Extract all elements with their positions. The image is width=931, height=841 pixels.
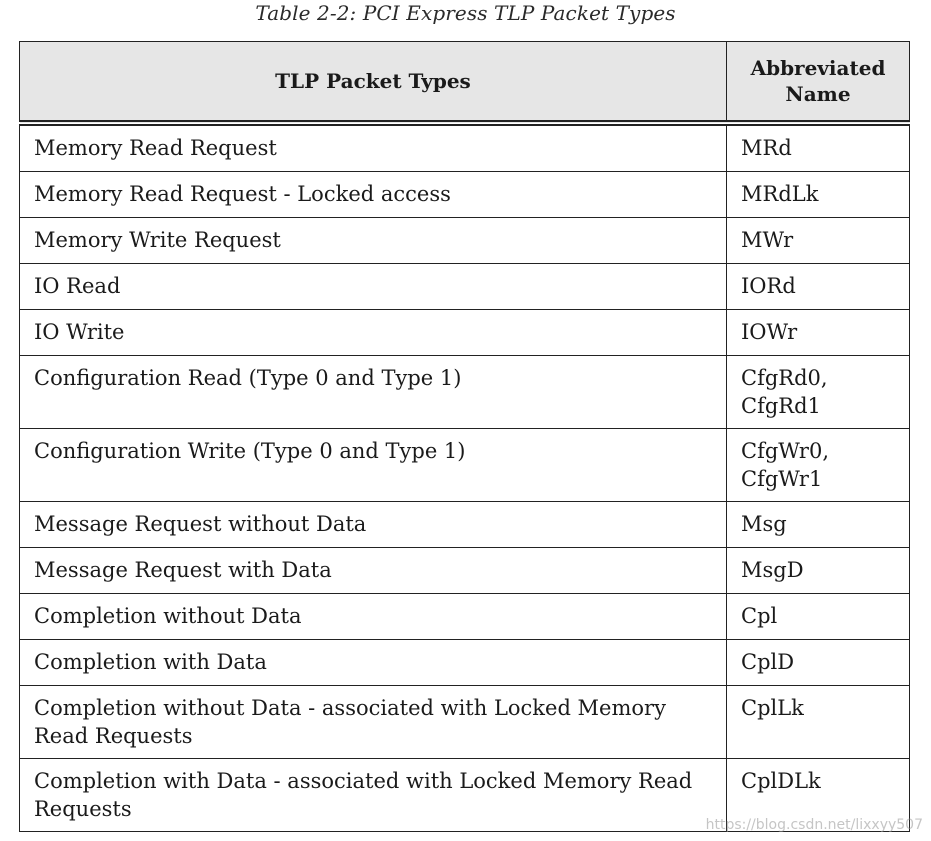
- abbreviated-name-cell: Cpl: [727, 594, 910, 640]
- packet-type-cell: Completion with Data - associated with Locked Memory Read Requests: [20, 759, 727, 832]
- header-abbreviated-name: Abbreviated Name: [727, 42, 910, 124]
- packet-type-cell: Memory Write Request: [20, 218, 727, 264]
- abbreviated-name-cell: MWr: [727, 218, 910, 264]
- abbreviated-name-cell: MRdLk: [727, 172, 910, 218]
- table-caption: Table 2-2: PCI Express TLP Packet Types: [255, 1, 676, 25]
- table-row: [20, 429, 910, 502]
- table-header-row: [20, 42, 910, 124]
- watermark: https://blog.csdn.net/lixxyy507: [705, 817, 923, 833]
- abbreviated-name-cell: IORd: [727, 264, 910, 310]
- abbreviated-name-cell: CplDLk: [727, 759, 910, 832]
- abbreviated-name-cell: MsgD: [727, 548, 910, 594]
- packet-type-cell: Configuration Read (Type 0 and Type 1): [20, 356, 727, 429]
- table-row: [20, 548, 910, 594]
- abbreviated-name-cell: MRd: [727, 123, 910, 172]
- packet-type-cell: Memory Read Request - Locked access: [20, 172, 727, 218]
- abbreviated-name-cell: IOWr: [727, 310, 910, 356]
- table-row: [20, 310, 910, 356]
- packet-type-cell: Memory Read Request: [20, 123, 727, 172]
- table-row: [20, 172, 910, 218]
- packet-type-cell: Completion with Data: [20, 640, 727, 686]
- table-row: [20, 218, 910, 264]
- abbreviated-name-cell: CfgRd0, CfgRd1: [727, 356, 910, 429]
- table-row: [20, 594, 910, 640]
- packet-type-cell: IO Write: [20, 310, 727, 356]
- packet-type-cell: Configuration Write (Type 0 and Type 1): [20, 429, 727, 502]
- abbreviated-name-cell: Msg: [727, 502, 910, 548]
- table-row: [20, 502, 910, 548]
- packet-type-cell: Completion without Data: [20, 594, 727, 640]
- header-tlp-packet-types: TLP Packet Types: [20, 42, 727, 124]
- table-row: [20, 640, 910, 686]
- table-row: [20, 123, 910, 172]
- table-row: [20, 264, 910, 310]
- abbreviated-name-cell: CfgWr0, CfgWr1: [727, 429, 910, 502]
- abbreviated-name-cell: CplLk: [727, 686, 910, 759]
- packet-type-cell: IO Read: [20, 264, 727, 310]
- abbreviated-name-cell: CplD: [727, 640, 910, 686]
- table-row: [20, 356, 910, 429]
- packet-type-cell: Message Request without Data: [20, 502, 727, 548]
- tlp-packet-types-table: [19, 41, 910, 832]
- packet-type-cell: Message Request with Data: [20, 548, 727, 594]
- packet-type-cell: Completion without Data - associated with Locked Memory Read Requests: [20, 686, 727, 759]
- table-row: [20, 686, 910, 759]
